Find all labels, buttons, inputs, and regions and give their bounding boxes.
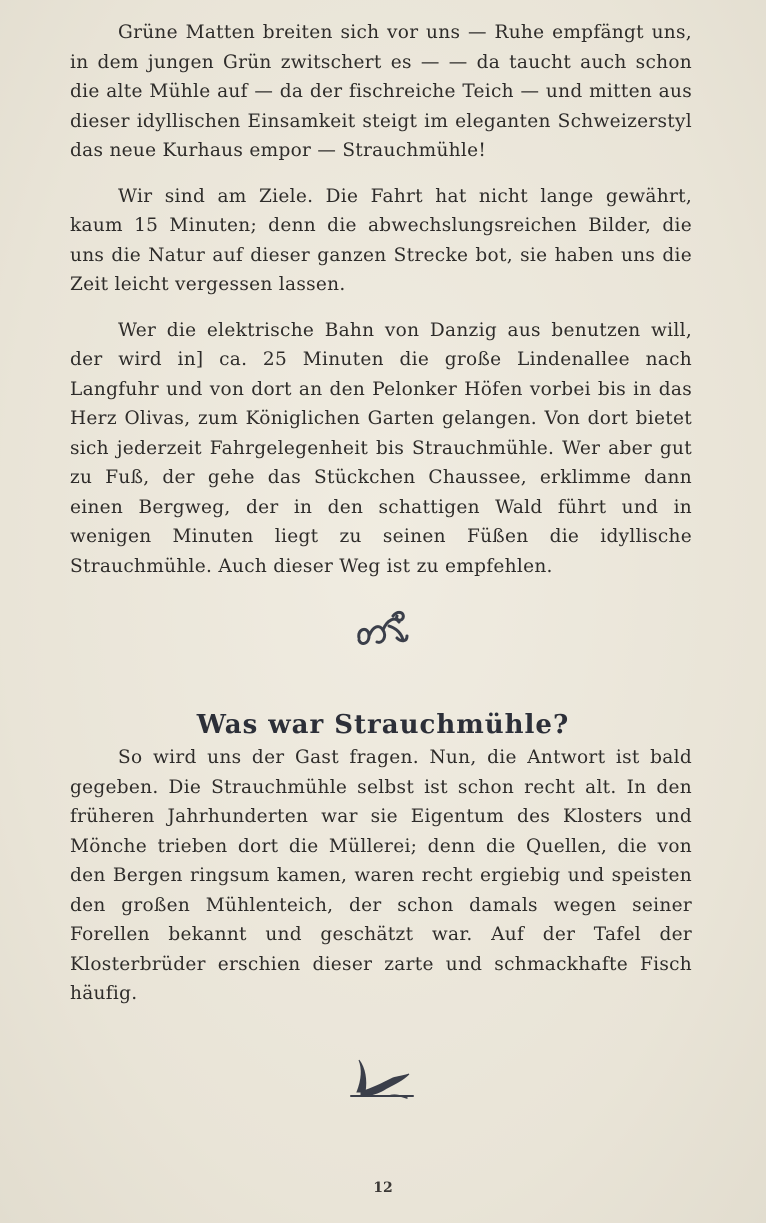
- bird-vignette-icon: [0, 1052, 766, 1106]
- paragraph-directions: Wer die elektrische Bahn von Danzig aus benutzen will, der wird in] ca. 25 Minuten die große Lindenallee nach Langfuhr und von dort an den Pelonker Höfen vorbei bis in das Herz Olivas, zum Königlichen Garten gelangen. Von dort bietet sich jederzeit Fahrgelegenheit bis Strauchmühle. Wer aber gut zu Fuß, der gehe das Stückchen Chaussee, erklimme dann einen Bergweg, der in den schattigen Wald führt und in wenigen Minuten liegt zu seinen Füßen die idyllische Strauchmühle. Auch dieser Weg ist zu empfehlen.: [70, 319, 692, 577]
- paragraph-arrival: Grüne Matten breiten sich vor uns — Ruhe empfängt uns, in dem jungen Grün zwitschert es — — da taucht auch schon die alte Mühle auf — da der fischreiche Teich — und mitten aus dieser idyllischen Einsamkeit steigt im eleganten Schweizerstyl das neue Kurhaus empor — Strauchmühle!: [70, 22, 692, 161]
- paragraph-history: So wird uns der Gast fragen. Nun, die Antwort ist bald gegeben. Die Strauchmühle selbst ist schon recht alt. In den früheren Jahrhunderten war sie Eigentum des Klosters und Mönche trieben dort die Müllerei; denn die Quellen, die von den Bergen ringsum kamen, waren recht ergiebig und speisten den großen Mühlenteich, der schon damals wegen seiner Forellen bekannt und geschätzt war. Auf der Tafel der Klosterbrüder erschien dieser zarte und schmackhafte Fisch häufig.: [70, 747, 692, 1004]
- paragraph-destination: Wir sind am Ziele. Die Fahrt hat nicht lange gewährt, kaum 15 Minuten; denn die abwechslungsreichen Bilder, die uns die Natur auf dieser ganzen Strecke bot, sie haben uns die Zeit leicht vergessen lassen.: [70, 185, 692, 295]
- history-text-block: [70, 743, 692, 1025]
- section-heading: Was war Strauchmühle?: [196, 709, 570, 740]
- intro-text-block: [70, 18, 692, 597]
- floral-ornament-icon: [0, 606, 766, 654]
- page-number: 12: [373, 1180, 393, 1196]
